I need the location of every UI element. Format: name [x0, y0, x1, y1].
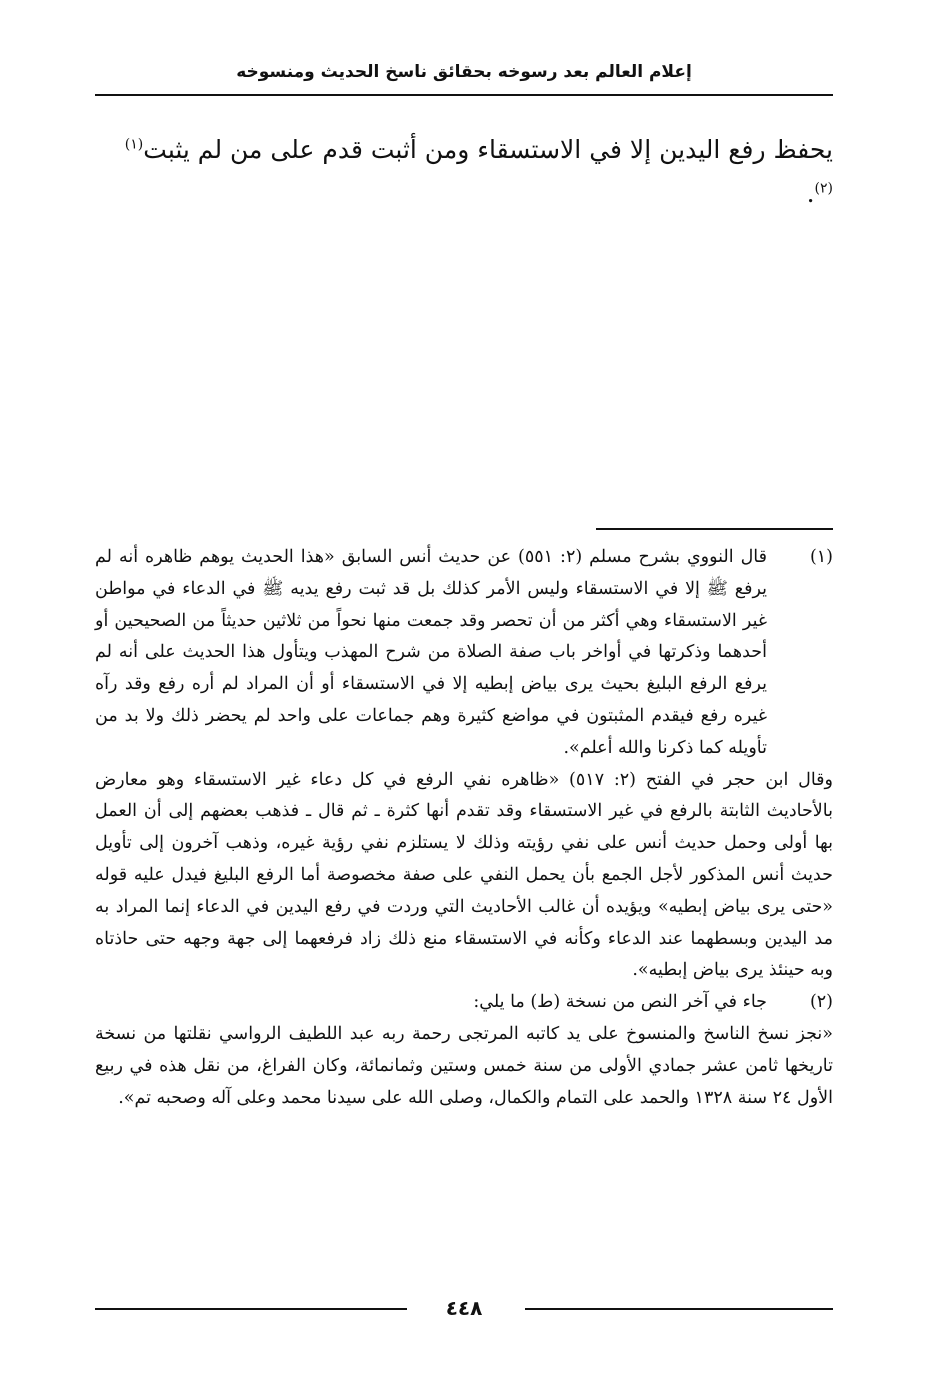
footnote-ref-1[interactable]: (١): [124, 136, 144, 153]
main-text-end: .: [806, 179, 815, 208]
footnote-paragraph: وقال ابن حجر في الفتح (٢: ٥١٧) «ظاهره نفي الرفع في كل دعاء غير الاستسقاء وهو معارض بالأحاديث الثابتة بالرفع في غير الاستسقاء وقد تقدم أنها كثرة ـ ثم قال ـ فذهب بعضهم إلى أن العمل بها أولى وحمل حديث أنس على نفي رؤيته وذلك لا يستلزم نفي رؤية غيره، وذهب آخرون إلى تأويل حديث أنس المذكور لأجل الجمع بأن يحمل النفي على صفة مخصوصة أما الرفع البليغ فيدل عليه قوله «حتى يرى بياض إبطيه» ويؤيده أن غالب الأحاديث التي وردت في رفع اليدين في الدعاء إنما المراد به مد اليدين وبسطهما عند الدعاء وكأنه في الاستسقاء منع ذلك زاد فرفعهما إلى جهة وجهه حتى حاذتاه وبه حينئذ يرى بياض إبطيه».: [95, 769, 833, 981]
footnote-number: (١): [809, 547, 833, 567]
footnotes: [95, 542, 833, 1114]
footnote-separator: [596, 528, 833, 530]
footnote-paragraph: قال النووي بشرح مسلم (٢: ٥٥١) عن حديث أنس السابق «هذا الحديث يوهم ظاهره أنه لم يرفع ﷺ إلا في الاستسقاء وليس الأمر كذلك بل قد ثبت رفع يديه ﷺ في الدعاء في مواطن غير الاستسقاء وهي أكثر من أن تحصر وقد جمعت منها نحواً من ثلاثين حديثاً من الصحيحين أو أحدهما وذكرتها في أواخر باب صفة الصلاة من شرح المهذب ويتأول هذا الحديث على أنه لم يرفع الرفع البليغ بحيث يرى بياض إبطيه إلا في الاستسقاء أو أن المراد لم أره رفع وقد رآه غيره رفع فيقدم المثبتون في مواضع كثيرة وهم جماعات على واحد لم يحضر ذلك ولا بد من تأويله كما ذكرنا والله أعلم».: [95, 547, 767, 758]
footnote-2: [95, 987, 833, 1114]
footer-rule-left: [95, 1308, 407, 1310]
footnote-1: [95, 542, 833, 987]
main-text: [95, 128, 833, 216]
main-text-body: يحفظ رفع اليدين إلا في الاستسقاء ومن أثبت قدم على من لم يثبت: [143, 135, 833, 164]
page-footer: [95, 1294, 833, 1324]
footnote-paragraph: «نجز نسخ الناسخ والمنسوخ على يد كاتبه المرتجى رحمة ربه عبد اللطيف الرواسي نقلتها من نسخة تاريخها ثامن عشر جمادي الأولى من سنة خمس وستين وثمانمائة، وكان الفراغ، من نقل هذه في ربيع الأول ٢٤ سنة ١٣٢٨ والحمد على التمام والكمال، وصلى الله على سيدنا محمد وعلى آله وصحبه تم».: [95, 1023, 833, 1108]
footnote-paragraph: جاء في آخر النص من نسخة (ط) ما يلي:: [473, 992, 767, 1013]
footnote-number: (٢): [809, 992, 833, 1013]
header-rule: [95, 94, 833, 96]
page-number: ٤٤٨: [445, 1296, 483, 1320]
footnote-ref-2[interactable]: (٢): [814, 180, 833, 197]
running-header: إعلام العالم بعد رسوخه بحقائق ناسخ الحديث ومنسوخه: [236, 62, 692, 82]
